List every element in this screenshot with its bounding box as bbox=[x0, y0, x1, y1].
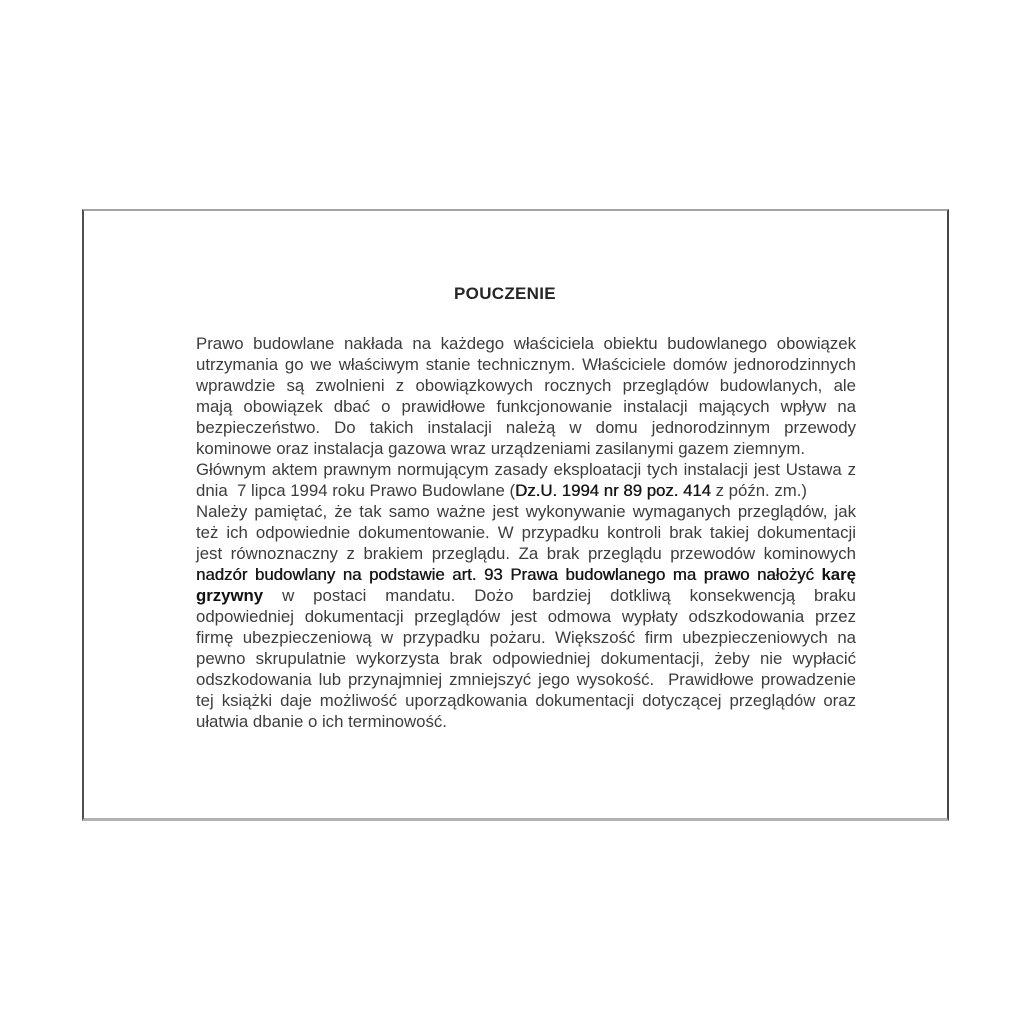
text-line bbox=[196, 522, 856, 543]
text-line bbox=[196, 606, 856, 627]
text-segment: odpowiedniej dokumentacji przeglądów jest odmowa wypłaty odszkodowania przez bbox=[196, 607, 856, 626]
text-segment: bezpieczeństwo. Do takich instalacji należą w domu jednorodzinnym przewody bbox=[196, 418, 856, 437]
text-segment: Głównym aktem prawnym normującym zasady eksploatacji tych instalacji jest Ustawa z bbox=[196, 460, 856, 479]
text-segment: z późn. zm.) bbox=[710, 481, 808, 500]
text-line bbox=[196, 648, 856, 669]
text-line bbox=[196, 417, 856, 438]
section-title: POUCZENIE bbox=[454, 284, 556, 303]
sheet bbox=[82, 209, 949, 821]
text-line bbox=[196, 480, 856, 501]
text-line bbox=[196, 333, 856, 354]
text-line bbox=[196, 438, 856, 459]
text-segment: karę bbox=[821, 565, 856, 584]
text-segment: Należy pamiętać, że tak samo ważne jest wykonywanie wymaganych przeglądów, jak bbox=[196, 502, 856, 521]
text-segment: Dz.U. 1994 nr 89 poz. 414 bbox=[515, 481, 711, 500]
text-segment: w postaci mandatu. Dożo bardziej dotkliwą konsekwencją braku bbox=[282, 586, 856, 605]
text-line bbox=[196, 543, 856, 564]
text-segment: jest równoznaczny z brakiem przeglądu. Za brak przeglądu przewodów kominowych bbox=[196, 544, 856, 563]
text-line bbox=[196, 564, 856, 585]
text-segment: utrzymania go we właściwym stanie technicznym. Właściciele domów jednorodzinnych bbox=[196, 355, 856, 374]
text-line bbox=[196, 396, 856, 417]
text-line bbox=[196, 711, 856, 732]
text-line bbox=[196, 585, 856, 606]
body-text bbox=[196, 333, 856, 732]
text-line bbox=[196, 669, 856, 690]
text-line bbox=[196, 501, 856, 522]
text-segment: Prawo budowlane nakłada na każdego właściciela obiektu budowlanego obowiązek bbox=[196, 334, 856, 353]
text-line bbox=[196, 459, 856, 480]
text-line bbox=[196, 375, 856, 396]
text-segment: kominowe oraz instalacja gazowa wraz urządzeniami zasilanymi gazem ziemnym. bbox=[196, 439, 806, 458]
text-line bbox=[196, 690, 856, 711]
text-line bbox=[196, 354, 856, 375]
text-segment: ułatwia dbanie o ich terminowość. bbox=[196, 712, 447, 731]
text-segment: też ich odpowiednie dokumentowanie. W przypadku kontroli brak takiej dokumentacji bbox=[196, 523, 856, 542]
text-segment: grzywny bbox=[196, 586, 283, 605]
text-segment: pewno skrupulatnie wykorzysta brak odpowiedniej dokumentacji, żeby nie wypłacić bbox=[196, 649, 856, 668]
text-segment: wprawdzie są zwolnieni z obowiązkowych rocznych przeglądów budowlanych, ale bbox=[196, 376, 856, 395]
text-line bbox=[196, 627, 856, 648]
text-segment: firmę ubezpieczeniową w przypadku pożaru. Większość firm ubezpieczeniowych na bbox=[196, 628, 856, 647]
text-segment: dnia 7 lipca 1994 roku Prawo Budowlane ( bbox=[196, 481, 516, 500]
text-segment: mają obowiązek dbać o prawidłowe funkcjonowanie instalacji mających wpływ na bbox=[196, 397, 856, 416]
text-segment: nadzór budowlany na podstawie art. 93 Prawa budowlanego ma prawo nałożyć bbox=[196, 565, 822, 584]
text-segment: tej książki daje możliwość uporządkowania dokumentacji dotyczącej przeglądów oraz bbox=[196, 691, 856, 710]
text-segment: odszkodowania lub przynajmniej zmniejszyć jego wysokość. Prawidłowe prowadzenie bbox=[196, 670, 856, 689]
